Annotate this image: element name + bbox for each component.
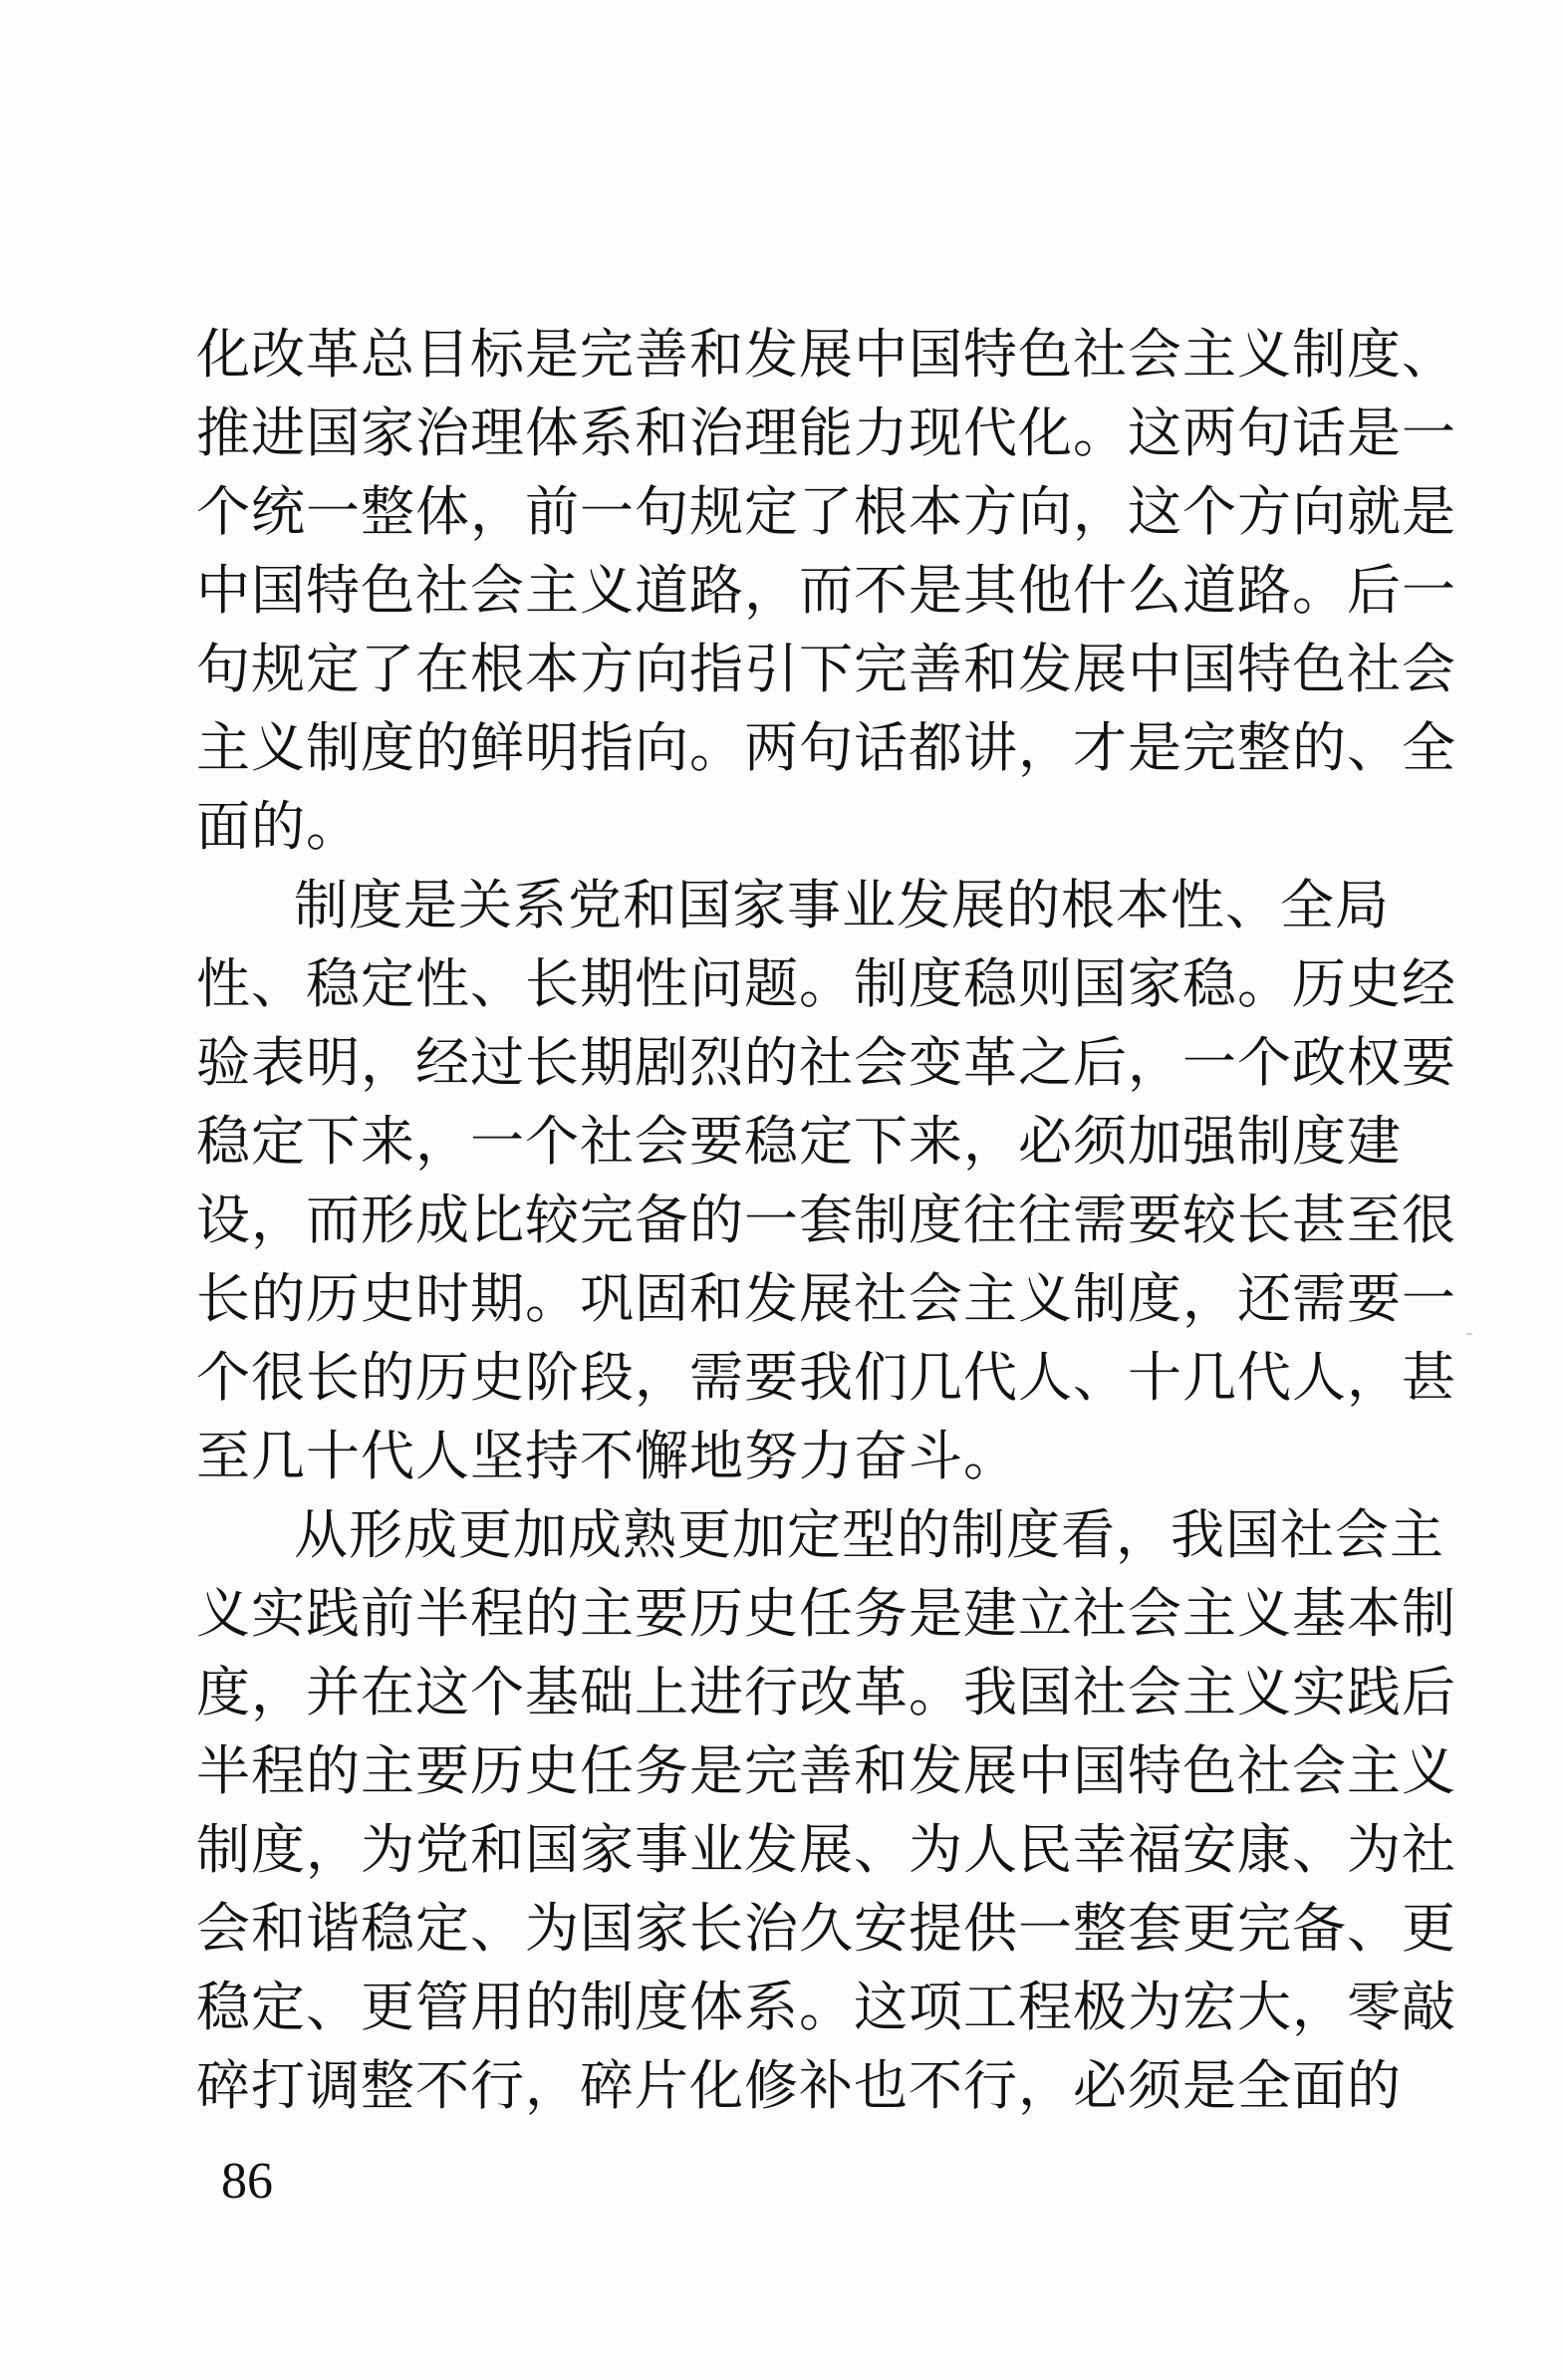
text-line: 度，并在这个基础上进行改革。我国社会主义实践后 [196, 1661, 1456, 1723]
text-line: 化改革总目标是完善和发展中国特色社会主义制度、 [196, 323, 1456, 386]
page-number: 86 [221, 2153, 273, 2210]
body-text [196, 315, 1456, 2125]
text-line: 验表明，经过长期剧烈的社会变革之后，一个政权要 [196, 1031, 1456, 1094]
paragraph-1 [196, 315, 1456, 866]
text-line: 个统一整体，前一句规定了根本方向，这个方向就是 [196, 480, 1456, 543]
text-line: 中国特色社会主义道路，而不是其他什么道路。后一 [196, 559, 1456, 622]
text-line: 主义制度的鲜明指向。两句话都讲，才是完整的、全 [196, 716, 1456, 779]
text-line: 碎打调整不行，碎片化修补也不行，必须是全面的 [196, 2054, 1402, 2117]
text-line: 制度，为党和国家事业发展、为人民幸福安康、为社 [196, 1818, 1456, 1881]
text-line: 至几十代人坚持不懈地努力奋斗。 [196, 1425, 1018, 1487]
text-line: 面的。 [196, 795, 361, 858]
text-line: 设，而形成比较完备的一套制度往往需要较长甚至很 [196, 1189, 1456, 1251]
text-line: 稳定下来，一个社会要稳定下来，必须加强制度建 [196, 1110, 1402, 1173]
text-line: 半程的主要历史任务是完善和发展中国特色社会主义 [196, 1739, 1456, 1802]
text-line: 制度是关系党和国家事业发展的根本性、全局 [294, 874, 1390, 936]
text-line: 句规定了在根本方向指引下完善和发展中国特色社会 [196, 638, 1456, 700]
text-line: 个很长的历史阶段，需要我们几代人、十几代人，甚 [196, 1346, 1456, 1409]
text-line: 稳定、更管用的制度体系。这项工程极为宏大，零敲 [196, 1976, 1456, 2038]
text-line: 长的历史时期。巩固和发展社会主义制度，还需要一 [196, 1267, 1456, 1330]
text-line: 义实践前半程的主要历史任务是建立社会主义基本制 [196, 1582, 1456, 1645]
paragraph-3 [196, 1495, 1456, 2125]
text-line: 从形成更加成熟更加定型的制度看，我国社会主 [294, 1503, 1444, 1566]
text-line: 推进国家治理体系和治理能力现代化。这两句话是一 [196, 401, 1456, 464]
text-line: 会和谐稳定、为国家长治久安提供一整套更完备、更 [196, 1897, 1456, 1960]
text-line: 性、稳定性、长期性问题。制度稳则国家稳。历史经 [196, 952, 1456, 1015]
paragraph-2 [196, 866, 1456, 1495]
scan-artifact [1466, 1333, 1472, 1335]
